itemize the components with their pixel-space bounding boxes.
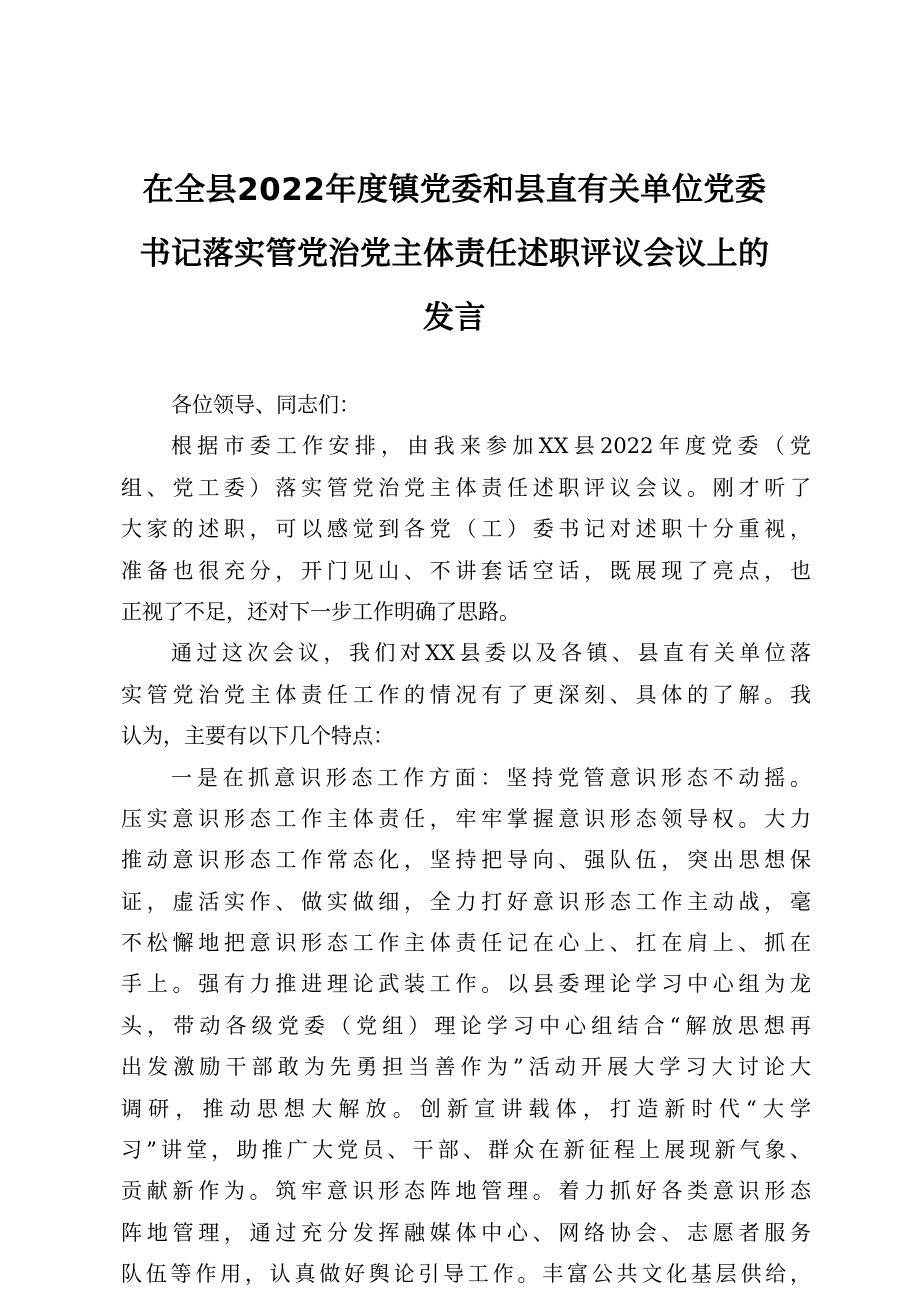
paragraph-line: 根据市委工作安排，由我来参加XX县2022年度党委（党 [171, 434, 811, 459]
paragraph-line: 习”讲堂，助推广大党员、干部、群众在新征程上展现新气象、 [121, 1138, 811, 1163]
paragraph-line: 认为，主要有以下几个特点： [121, 724, 394, 749]
paragraph-line: 调研，推动思想大解放。创新宣讲载体，打造新时代“大学 [121, 1096, 811, 1121]
paragraph-line: 队伍等作用，认真做好舆论引导工作。丰富公共文化基层供给， [121, 1262, 811, 1287]
paragraph-line: 准备也很充分，开门见山、不讲套话空话，既展现了亮点，也 [121, 558, 811, 583]
paragraph-line: 大家的述职，可以感觉到各党（工）委书记对述职十分重视， [121, 517, 811, 542]
paragraph-line: 实管党治党主体责任工作的情况有了更深刻、具体的了解。我 [121, 682, 811, 707]
paragraph-line: 推动意识形态工作常态化，坚持把导向、强队伍，突出思想保 [121, 848, 811, 873]
document-title [100, 158, 809, 350]
document-body [121, 385, 811, 1296]
salutation-line: 各位领导、同志们： [171, 393, 360, 417]
paragraph-line: 一是在抓意识形态工作方面：坚持党管意识形态不动摇。 [171, 765, 811, 790]
paragraph-line: 组、党工委）落实管党治党主体责任述职评议会议。刚才听了 [121, 475, 811, 500]
paragraph-line: 手上。强有力推进理论武装工作。以县委理论学习中心组为龙 [121, 972, 811, 997]
paragraph-line: 出发激励干部敢为先勇担当善作为”活动开展大学习大讨论大 [121, 1055, 811, 1080]
title-line-2: 书记落实管党治党主体责任述职评议会议上的 [139, 236, 770, 272]
title-line-1: 在全县2022年度镇党委和县直有关单位党委 [142, 172, 767, 208]
paragraph-line: 阵地管理，通过充分发挥融媒体中心、网络协会、志愿者服务 [121, 1220, 811, 1245]
paragraph-line: 通过这次会议，我们对XX县委以及各镇、县直有关单位落 [171, 641, 811, 666]
salutation [121, 385, 811, 426]
paragraph-line: 头，带动各级党委（党组）理论学习中心组结合“解放思想再 [121, 1013, 811, 1038]
paragraph-line: 贡献新作为。筑牢意识形态阵地管理。着力抓好各类意识形态 [121, 1179, 811, 1204]
paragraph-2 [121, 633, 811, 757]
paragraph-line: 正视了不足，还对下一步工作明确了思路。 [121, 599, 520, 624]
title-line-3: 发言 [423, 300, 486, 336]
paragraph-1 [121, 426, 811, 633]
paragraph-3 [121, 758, 811, 1296]
paragraph-line: 压实意识形态工作主体责任，牢牢掌握意识形态领导权。大力 [121, 806, 811, 831]
paragraph-line: 不松懈地把意识形态工作主体责任记在心上、扛在肩上、抓在 [121, 931, 811, 956]
paragraph-line: 证，虚活实作、做实做细，全力打好意识形态工作主动战，毫 [121, 889, 811, 914]
